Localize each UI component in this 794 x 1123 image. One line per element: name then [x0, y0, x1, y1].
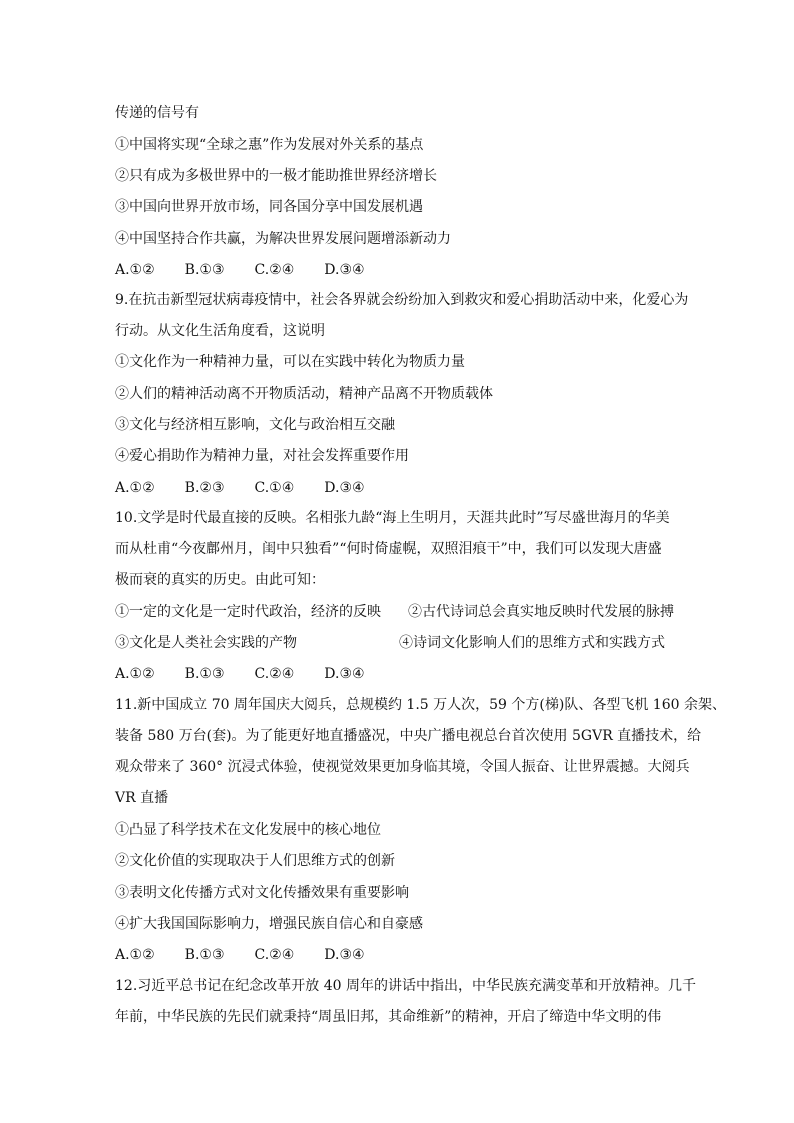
q9-stem-line-1: 9.在抗击新型冠状病毒疫情中，社会各界就会纷纷加入到救灾和爱心捐助活动中来，化爱心为	[115, 292, 689, 308]
q10-option-d: D.③④	[324, 666, 365, 682]
q12-stem-line-1: 12.习近平总书记在纪念改革开放 40 周年的讲话中指出，中华民族充满变革和开放精神。几千	[115, 978, 696, 994]
q11-item-2: ②文化价值的实现取决于人们思维方式的创新	[115, 853, 395, 869]
q10-items-row-1	[115, 603, 674, 621]
q10-item-2: ②古代诗词总会真实地反映时代发展的脉搏	[408, 604, 674, 620]
q8-item-4: ④中国坚持合作共赢，为解决世界发展问题增添新动力	[115, 231, 451, 247]
q8-item-1: ①中国将实现“全球之惠”作为发展对外关系的基点	[115, 137, 424, 153]
q11-option-a: A.①②	[115, 947, 155, 963]
q11-stem-line-4: VR 直播	[115, 790, 169, 806]
q11-option-c: C.②④	[254, 947, 295, 963]
q9-option-c: C.①④	[254, 480, 295, 496]
q8-option-c: C.②④	[254, 262, 295, 278]
q9-option-d: D.③④	[324, 480, 365, 496]
q10-stem-line-1: 10.文学是时代最直接的反映。名相张九龄“海上生明月，天涯共此时”写尽盛世海月的华美	[115, 510, 670, 526]
q10-option-a: A.①②	[115, 666, 155, 682]
q10-options	[115, 665, 395, 683]
q8-option-b: B.①③	[184, 262, 225, 278]
q11-stem-line-1: 11.新中国成立 70 周年国庆大阅兵，总规模约 1.5 万人次，59 个方(梯)队、各型飞机 160 余架、	[115, 697, 726, 713]
q10-item-4: ④诗词文化影响人们的思维方式和实践方式	[399, 635, 665, 651]
q10-stem-line-2: 而从杜甫“今夜鄜州月，闺中只独看”“何时倚虚幌，双照泪痕干”中，我们可以发现大唐盛	[115, 541, 662, 557]
q10-option-c: C.②④	[254, 666, 295, 682]
q11-option-d: D.③④	[324, 947, 365, 963]
q9-item-2: ②人们的精神活动离不开物质活动，精神产品离不开物质载体	[115, 386, 493, 402]
q10-stem-line-3: 极而衰的真实的历史。由此可知：	[115, 572, 325, 588]
q11-option-b: B.①③	[184, 947, 225, 963]
q8-item-3: ③中国向世界开放市场，同各国分享中国发展机遇	[115, 199, 423, 215]
q8-item-2: ②只有成为多极世界中的一极才能助推世界经济增长	[115, 168, 437, 184]
q8-option-a: A.①②	[115, 262, 155, 278]
q9-option-b: B.②③	[184, 480, 225, 496]
q8-stem-tail: 传递的信号有	[115, 105, 199, 121]
q8-option-d: D.③④	[324, 262, 365, 278]
q11-item-4: ④扩大我国国际影响力，增强民族自信心和自豪感	[115, 916, 423, 932]
q10-items-row-2	[115, 634, 665, 652]
q12-stem-line-2: 年前，中华民族的先民们就秉持“周虽旧邦，其命维新”的精神，开启了缔造中华文明的伟	[115, 1009, 662, 1025]
q11-stem-line-3: 观众带来了 360° 沉浸式体验，使视觉效果更加身临其境，令国人振奋、让世界震撼。大阅兵	[115, 759, 690, 775]
q10-option-b: B.①③	[184, 666, 225, 682]
q9-options	[115, 479, 395, 497]
q9-item-3: ③文化与经济相互影响，文化与政治相互交融	[115, 417, 395, 433]
q11-item-3: ③表明文化传播方式对文化传播效果有重要影响	[115, 885, 409, 901]
q11-options	[115, 946, 395, 964]
q9-item-4: ④爱心捐助作为精神力量，对社会发挥重要作用	[115, 448, 409, 464]
q9-option-a: A.①②	[115, 480, 155, 496]
q9-stem-line-2: 行动。从文化生活角度看，这说明	[115, 323, 325, 339]
q10-item-3: ③文化是人类社会实践的产物	[115, 635, 297, 651]
q9-item-1: ①文化作为一种精神力量，可以在实践中转化为物质力量	[115, 354, 465, 370]
q10-item-1: ①一定的文化是一定时代政治，经济的反映	[115, 604, 381, 620]
q11-item-1: ①凸显了科学技术在文化发展中的核心地位	[115, 822, 381, 838]
q11-stem-line-2: 装备 580 万台(套)。为了能更好地直播盛况，中央广播电视总台首次使用 5GVR 直播技术，给	[115, 728, 702, 744]
q8-options	[115, 261, 395, 279]
